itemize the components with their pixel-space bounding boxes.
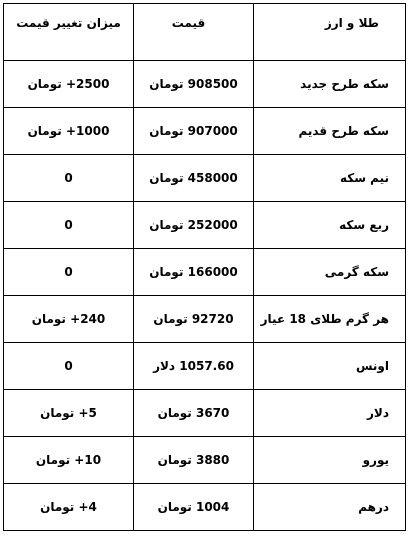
item-price: 1004 تومان xyxy=(134,484,254,531)
item-change: 0 xyxy=(4,343,134,390)
item-name: دلار xyxy=(254,390,406,437)
item-name: سکه گرمی xyxy=(254,249,406,296)
item-name: ربع سکه xyxy=(254,202,406,249)
table-row xyxy=(4,343,406,390)
item-change: 2500+ تومان xyxy=(4,61,134,108)
item-change: 10+ تومان xyxy=(4,437,134,484)
item-price: 3670 تومان xyxy=(134,390,254,437)
item-price: 92720 تومان xyxy=(134,296,254,343)
item-change: 0 xyxy=(4,202,134,249)
table-row xyxy=(4,202,406,249)
table-header-row xyxy=(4,4,406,61)
item-name: درهم xyxy=(254,484,406,531)
item-price: 458000 تومان xyxy=(134,155,254,202)
item-name: سکه طرح جدید xyxy=(254,61,406,108)
item-change: 1000+ تومان xyxy=(4,108,134,155)
item-name: یورو xyxy=(254,437,406,484)
item-price: 908500 تومان xyxy=(134,61,254,108)
table-row xyxy=(4,155,406,202)
header-change: میزان تغییر قیمت xyxy=(4,4,134,61)
header-name: طلا و ارز xyxy=(254,4,406,61)
item-name: اونس xyxy=(254,343,406,390)
item-price: 907000 تومان xyxy=(134,108,254,155)
table-row xyxy=(4,390,406,437)
item-change: 0 xyxy=(4,249,134,296)
item-name: نیم سکه xyxy=(254,155,406,202)
item-price: 166000 تومان xyxy=(134,249,254,296)
item-price: 252000 تومان xyxy=(134,202,254,249)
item-change: 240+ تومان xyxy=(4,296,134,343)
table-row xyxy=(4,437,406,484)
header-price: قیمت xyxy=(134,4,254,61)
item-change: 5+ تومان xyxy=(4,390,134,437)
table-row xyxy=(4,249,406,296)
table-row xyxy=(4,108,406,155)
table-row xyxy=(4,484,406,531)
item-name: سکه طرح قدیم xyxy=(254,108,406,155)
gold-currency-price-table xyxy=(3,3,406,531)
item-name: هر گرم طلای 18 عیار xyxy=(254,296,406,343)
item-change: 4+ تومان xyxy=(4,484,134,531)
table-row xyxy=(4,296,406,343)
item-price: 3880 تومان xyxy=(134,437,254,484)
item-change: 0 xyxy=(4,155,134,202)
item-price: 1057.60 دلار xyxy=(134,343,254,390)
table-row xyxy=(4,61,406,108)
